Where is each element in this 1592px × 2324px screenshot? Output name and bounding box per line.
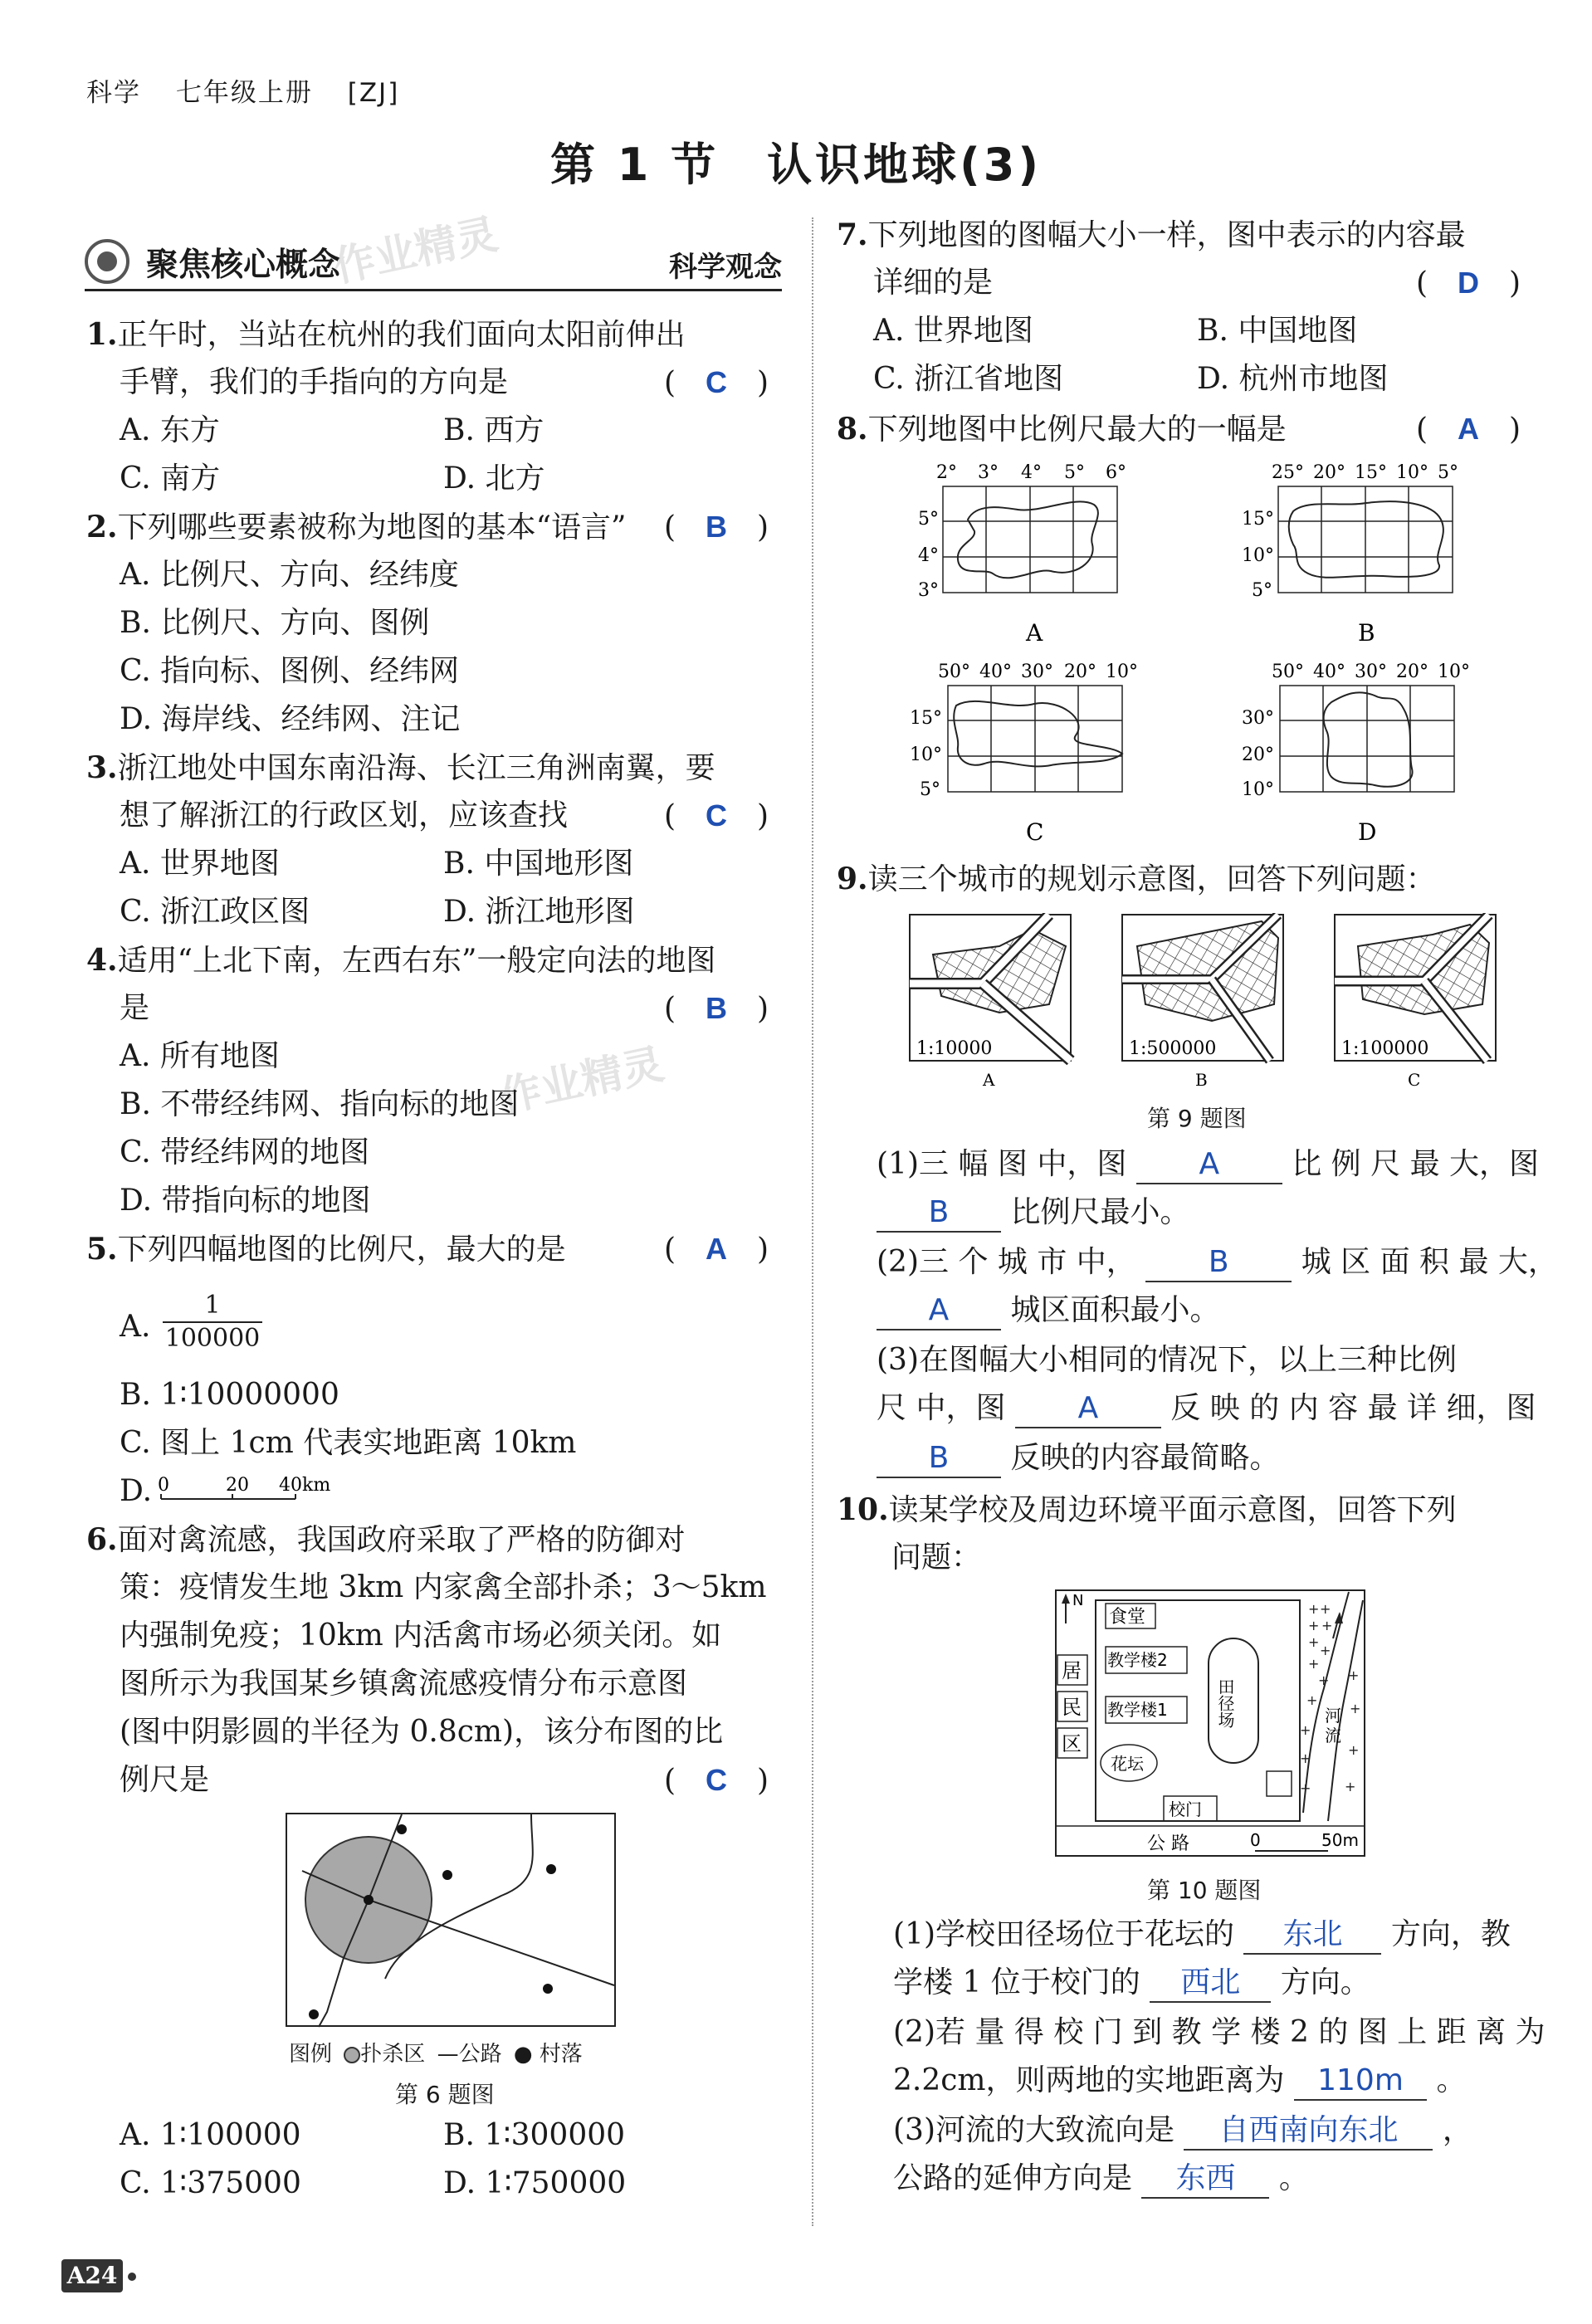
q6-option-c: C. 1∶375000 bbox=[120, 2166, 301, 2200]
q2-stem bbox=[86, 503, 626, 552]
q10-part3-line1 bbox=[893, 2107, 1472, 2155]
q1-option-a: A. 东方 bbox=[120, 413, 220, 447]
q5-scale-tick-20: 20 bbox=[226, 1475, 249, 1496]
q4-stem bbox=[86, 936, 715, 985]
q10-part2-line2 bbox=[893, 2057, 1466, 2105]
q1-number: 1. bbox=[86, 317, 118, 352]
q3-answer: C bbox=[706, 798, 728, 832]
q9-part3-line3 bbox=[877, 1434, 1279, 1482]
q10-north-label: N bbox=[1072, 1592, 1084, 1609]
q10-part1-text-c: 学楼 1 位于校门的 bbox=[893, 1965, 1140, 1999]
q10-part2-line1: (2)若 量 得 校 门 到 教 学 楼 2 的 图 上 距 离 为 bbox=[893, 2015, 1546, 2049]
q10-number: 10. bbox=[837, 1492, 889, 1527]
svg-text:+: + bbox=[1308, 1618, 1320, 1633]
q10-part1-line2 bbox=[893, 1959, 1370, 2007]
q8-map-d-lat: 30° bbox=[1242, 708, 1274, 729]
page-title: 第 1 节 认识地球(3) bbox=[549, 139, 1043, 191]
q8-map-b-lat: 5° bbox=[1252, 580, 1272, 601]
q8-map-d-lon: 40° bbox=[1313, 662, 1345, 682]
q10-road-label: 公 路 bbox=[1147, 1833, 1189, 1854]
q10-part1-text-a: (1)学校田径场位于花坛的 bbox=[893, 1917, 1234, 1951]
q5-fraction-numerator: 1 bbox=[163, 1290, 262, 1323]
q3-option-b: B. 中国地形图 bbox=[443, 847, 634, 881]
q7-answer-bracket: ( D ) bbox=[1416, 266, 1521, 300]
q5-fraction-denominator: 100000 bbox=[164, 1324, 261, 1353]
q10-answer-4: 自西南向东北 bbox=[1184, 2112, 1433, 2151]
q8-answer-bracket: ( A ) bbox=[1416, 412, 1521, 447]
svg-text:+: + bbox=[1308, 1634, 1320, 1650]
q6-option-a: A. 1∶100000 bbox=[120, 2118, 301, 2152]
svg-text:+: + bbox=[1350, 1701, 1361, 1716]
q4-option-d: D. 带指向标的地图 bbox=[120, 1184, 371, 1218]
q5-answer-bracket: ( A ) bbox=[664, 1232, 769, 1267]
q9-part2-text-c: 城区面积最小。 bbox=[1010, 1293, 1220, 1327]
q10-canteen: 食堂 bbox=[1109, 1607, 1146, 1628]
q8-map-a-lat: 5° bbox=[918, 509, 939, 530]
q10-answer-1: 东北 bbox=[1243, 1916, 1381, 1955]
q9-answer-1: A bbox=[1136, 1146, 1282, 1184]
q8-map-b bbox=[1242, 461, 1474, 652]
q9-label-c: C bbox=[1408, 1070, 1421, 1090]
q3-answer-bracket: ( C ) bbox=[664, 798, 769, 833]
q9-answer-3: B bbox=[1145, 1244, 1292, 1282]
q9-scale-a: 1:10000 bbox=[916, 1038, 993, 1059]
q9-part3-line1: (3)在图幅大小相同的情况下，以上三种比例 bbox=[877, 1343, 1457, 1377]
subject: 科学 bbox=[86, 78, 141, 108]
q7-option-b: B. 中国地图 bbox=[1197, 314, 1358, 348]
q9-label-a: A bbox=[983, 1070, 995, 1090]
q10-track: 田径场 bbox=[1215, 1678, 1235, 1728]
q9-plan-c bbox=[1335, 915, 1496, 1090]
q8-number: 8. bbox=[837, 412, 868, 447]
q7-option-d: D. 杭州市地图 bbox=[1197, 362, 1389, 396]
q9-part3-text-d: 反映的内容最简略。 bbox=[1010, 1441, 1280, 1475]
q9-part2-line2 bbox=[877, 1286, 1219, 1335]
q1-answer: C bbox=[706, 365, 728, 399]
q1-option-b: B. 西方 bbox=[443, 413, 545, 447]
q3-line1: 浙江地处中国东南沿海、长江三角洲南翼，要 bbox=[117, 751, 715, 785]
svg-text:+: + bbox=[1308, 1601, 1320, 1617]
q9-part3-text-c: 反 映 的 内 容 最 详 细，图 bbox=[1170, 1391, 1536, 1425]
q4-stem-2: 是 bbox=[120, 991, 150, 1025]
q9-part2-text-a: (2)三 个 城 市 中， bbox=[877, 1245, 1136, 1279]
q8-map-c-lon: 10° bbox=[1106, 662, 1138, 682]
q5-scale-tick-0: 0 bbox=[158, 1475, 169, 1496]
q6-village-dot bbox=[364, 1895, 374, 1905]
svg-text:+: + bbox=[1348, 1742, 1360, 1758]
q7-line1: 下列地图的图幅大小一样，图中表示的内容最 bbox=[867, 218, 1466, 252]
q4-line1: 适用“上北下南，左西右东”一般定向法的地图 bbox=[117, 944, 716, 978]
q10-part2-text-c: 。 bbox=[1436, 2063, 1467, 2097]
q6-stem-3: 内强制免疫；10km 内活禽市场必须关闭。如 bbox=[120, 1618, 722, 1653]
q8-map-d-lat: 10° bbox=[1242, 779, 1274, 800]
q6-village-dot bbox=[309, 2009, 319, 2019]
q6-caption: 第 6 题图 bbox=[395, 2081, 495, 2108]
q9-scale-b: 1:500000 bbox=[1129, 1038, 1217, 1059]
q6-answer: C bbox=[706, 1763, 728, 1797]
q8-map-a-lon: 4° bbox=[1021, 462, 1042, 483]
q4-answer: B bbox=[706, 991, 728, 1025]
q6-legend-road: —公路 bbox=[437, 2042, 502, 2067]
q8-map-a-lon: 6° bbox=[1106, 462, 1126, 483]
q8-map-b-lat: 10° bbox=[1242, 545, 1274, 566]
q9-part1-line2 bbox=[877, 1189, 1189, 1237]
q5-option-d-label: D. bbox=[120, 1474, 153, 1508]
q10-resident-char: 区 bbox=[1062, 1732, 1082, 1755]
q5-option-a-label: A. bbox=[120, 1310, 151, 1344]
q8-map-d-lon: 50° bbox=[1272, 662, 1304, 682]
q8-line1: 下列地图中比例尺最大的一幅是 bbox=[867, 413, 1287, 447]
column-divider bbox=[812, 217, 813, 2226]
q10-river-char: 流 bbox=[1325, 1726, 1341, 1745]
q9-part2-line1 bbox=[877, 1238, 1558, 1286]
q10-part3-line2 bbox=[893, 2155, 1309, 2203]
svg-text:+: + bbox=[1300, 1722, 1311, 1738]
q10-part3-text-a: (3)河流的大致流向是 bbox=[893, 2113, 1174, 2147]
q9-part1-line1 bbox=[877, 1140, 1539, 1189]
q5-stem bbox=[86, 1225, 566, 1274]
section-bullet-icon bbox=[85, 239, 129, 284]
q9-scale-c: 1:100000 bbox=[1341, 1038, 1429, 1059]
q10-resident-char: 民 bbox=[1062, 1696, 1082, 1719]
q6-village-dot bbox=[442, 1870, 452, 1880]
q6-option-d: D. 1∶750000 bbox=[443, 2166, 627, 2200]
q9-answer-4: A bbox=[877, 1292, 1001, 1330]
q8-stem bbox=[837, 405, 1287, 454]
q5-number: 5. bbox=[86, 1232, 118, 1267]
q9-city-plans bbox=[908, 913, 1506, 1091]
q8-map-b-lon: 10° bbox=[1396, 462, 1428, 483]
q3-option-d: D. 浙江地形图 bbox=[443, 895, 635, 929]
q6-stem-2: 策：疫情发生地 3km 内家禽全部扑杀；3～5km bbox=[120, 1570, 767, 1604]
q10-answer-5: 东西 bbox=[1141, 2160, 1269, 2199]
q10-garden: 花坛 bbox=[1111, 1754, 1144, 1774]
q6-stem bbox=[86, 1516, 686, 1565]
q8-map-d bbox=[1242, 661, 1474, 852]
q3-option-c: C. 浙江政区图 bbox=[120, 895, 310, 929]
q9-label-b: B bbox=[1195, 1070, 1208, 1090]
page-number-dot-icon bbox=[128, 2273, 136, 2281]
q1-option-d: D. 北方 bbox=[443, 461, 545, 496]
svg-text:+: + bbox=[1320, 1643, 1331, 1658]
q9-caption: 第 9 题图 bbox=[1147, 1105, 1247, 1132]
q8-map-a-lon: 5° bbox=[1064, 462, 1085, 483]
q8-map-d-label: D bbox=[1358, 818, 1377, 846]
q6-village-dot bbox=[546, 1864, 556, 1874]
q2-number: 2. bbox=[86, 510, 118, 544]
q10-building-1: 教学楼1 bbox=[1107, 1700, 1168, 1720]
q2-line1: 下列哪些要素被称为地图的基本“语言” bbox=[117, 510, 627, 544]
q9-answer-5: A bbox=[1015, 1390, 1161, 1428]
watermark: 作业精灵 bbox=[329, 209, 502, 292]
q8-map-a-lat: 3° bbox=[918, 580, 939, 601]
q6-stem-5: (图中阴影圆的半径为 0.8cm)，该分布图的比 bbox=[120, 1715, 724, 1749]
q6-line1: 面对禽流感，我国政府采取了严格的防御对 bbox=[117, 1523, 686, 1557]
q8-map-d-lon: 10° bbox=[1438, 662, 1470, 682]
q8-map-b-lon: 15° bbox=[1355, 462, 1387, 483]
q6-legend-title: 图例 bbox=[289, 2042, 333, 2067]
q5-option-c: C. 图上 1cm 代表实地距离 10km bbox=[120, 1426, 577, 1460]
q1-answer-bracket: ( C ) bbox=[664, 365, 769, 400]
q8-map-d-lat: 20° bbox=[1242, 745, 1274, 765]
q4-option-c: C. 带经纬网的地图 bbox=[120, 1135, 370, 1169]
q5-option-a-fraction bbox=[163, 1290, 262, 1355]
q2-answer-bracket: ( B ) bbox=[664, 510, 769, 544]
q8-map-c-lat: 10° bbox=[910, 745, 942, 765]
q10-stem-2: 问题： bbox=[891, 1540, 982, 1575]
q8-map-c-lat: 15° bbox=[910, 708, 942, 729]
q10-school-map bbox=[1054, 1589, 1368, 1863]
svg-text:+: + bbox=[1345, 1779, 1356, 1794]
page-number: A24 bbox=[61, 2259, 123, 2292]
q6-legend-zone: 扑杀区 bbox=[360, 2042, 426, 2067]
q10-gate: 校门 bbox=[1169, 1799, 1202, 1819]
q10-part2-text-b: 2.2cm，则两地的实地距离为 bbox=[893, 2063, 1285, 2097]
q9-line1: 读三个城市的规划示意图，回答下列问题： bbox=[867, 862, 1436, 896]
q5-scale-bar bbox=[156, 1474, 347, 1517]
q8-map-c-lon: 40° bbox=[979, 662, 1012, 682]
svg-text:+: + bbox=[1320, 1601, 1331, 1617]
watermark: 作业精灵 bbox=[495, 1039, 668, 1122]
q10-answer-3: 110m bbox=[1294, 2063, 1427, 2101]
q5-answer: A bbox=[706, 1232, 728, 1266]
q7-stem bbox=[837, 211, 1466, 260]
q8-map-c-label: C bbox=[1026, 818, 1044, 846]
q8-map-c bbox=[910, 661, 1142, 852]
q8-map-c-lon: 20° bbox=[1064, 662, 1096, 682]
svg-text:+: + bbox=[1306, 1692, 1318, 1708]
q10-part1-text-d: 方向。 bbox=[1280, 1965, 1370, 1999]
q7-stem-2: 详细的是 bbox=[873, 266, 994, 300]
q9-stem bbox=[837, 855, 1436, 904]
q6-number: 6. bbox=[86, 1522, 118, 1557]
q7-option-a: A. 世界地图 bbox=[873, 314, 1033, 348]
q9-answer-6: B bbox=[877, 1440, 1001, 1478]
q5-line1: 下列四幅地图的比例尺，最大的是 bbox=[117, 1233, 566, 1267]
q10-part1-text-b: 方向，教 bbox=[1390, 1917, 1511, 1951]
q4-option-a: A. 所有地图 bbox=[120, 1039, 280, 1073]
q4-number: 4. bbox=[86, 943, 118, 978]
q9-part1-text-c: 比例尺最小。 bbox=[1010, 1195, 1190, 1229]
q3-number: 3. bbox=[86, 750, 118, 785]
q9-plan-a bbox=[910, 915, 1071, 1090]
q8-map-d-lon: 20° bbox=[1396, 662, 1428, 682]
section-title: 聚焦核心概念 bbox=[146, 247, 341, 284]
q9-part3-line2 bbox=[877, 1384, 1536, 1433]
svg-text:+: + bbox=[1300, 1780, 1311, 1796]
q9-answer-2: B bbox=[877, 1194, 1001, 1233]
q10-resident-char: 居 bbox=[1062, 1659, 1082, 1682]
q10-building-2: 教学楼2 bbox=[1107, 1650, 1168, 1670]
q1-line1: 正午时，当站在杭州的我们面向太阳前伸出 bbox=[117, 318, 686, 352]
q9-part1-text-a: (1)三 幅 图 中，图 bbox=[877, 1147, 1127, 1181]
q1-stem-2: 手臂，我们的手指向的方向是 bbox=[120, 365, 509, 399]
q10-line1: 读某学校及周边环境平面示意图，回答下列 bbox=[888, 1493, 1457, 1527]
q8-map-c-lon: 30° bbox=[1021, 662, 1053, 682]
q10-answer-2: 西北 bbox=[1150, 1965, 1271, 2003]
q9-number: 9. bbox=[837, 862, 868, 896]
q10-part3-text-c: 公路的延伸方向是 bbox=[893, 2161, 1133, 2195]
q7-option-c: C. 浙江省地图 bbox=[873, 362, 1064, 396]
q4-answer-bracket: ( B ) bbox=[664, 991, 769, 1026]
q8-map-c-lat: 5° bbox=[920, 779, 940, 800]
q9-part2-text-b: 城 区 面 积 最 大， bbox=[1301, 1245, 1558, 1279]
q5-scale-tick-40: 40km bbox=[279, 1475, 331, 1496]
q10-part3-text-b: ， bbox=[1442, 2113, 1472, 2147]
edition: [ZJ] bbox=[347, 78, 400, 108]
q8-map-a-label: A bbox=[1026, 619, 1043, 647]
q10-stem bbox=[837, 1486, 1457, 1535]
q6-epidemic-map bbox=[286, 1813, 618, 2037]
q6-village-dot bbox=[397, 1824, 407, 1834]
q1-option-c: C. 南方 bbox=[120, 461, 221, 496]
q8-answer: A bbox=[1458, 412, 1480, 446]
page-header bbox=[86, 71, 424, 109]
svg-text:+: + bbox=[1321, 1618, 1333, 1633]
q10-part1-line1 bbox=[893, 1911, 1511, 1959]
svg-text:+: + bbox=[1300, 1750, 1311, 1766]
q8-map-b-lat: 15° bbox=[1242, 509, 1274, 530]
q6-legend-zone-icon bbox=[344, 2047, 360, 2063]
q7-number: 7. bbox=[837, 217, 868, 252]
q7-answer: D bbox=[1458, 266, 1480, 300]
q6-legend-village: ● 村落 bbox=[513, 2042, 583, 2067]
q8-map-a-lon: 2° bbox=[936, 462, 957, 483]
q9-part3-text-b: 尺 中，图 bbox=[877, 1391, 1006, 1425]
q4-option-b: B. 不带经纬网、指向标的地图 bbox=[120, 1087, 520, 1121]
q8-map-a-lat: 4° bbox=[918, 545, 939, 566]
q8-map-c-lon: 50° bbox=[938, 662, 970, 682]
q10-caption: 第 10 题图 bbox=[1147, 1877, 1262, 1904]
svg-text:+: + bbox=[1308, 1656, 1320, 1672]
q6-stem-4: 图所示为我国某乡镇禽流感疫情分布示意图 bbox=[120, 1667, 688, 1701]
q1-stem bbox=[86, 310, 686, 359]
q8-map-b-lon: 25° bbox=[1272, 462, 1304, 483]
q3-option-a: A. 世界地图 bbox=[120, 847, 280, 881]
q2-option-d: D. 海岸线、经纬网、注记 bbox=[120, 702, 461, 736]
q10-scale-0: 0 bbox=[1250, 1830, 1261, 1850]
q8-map-a-lon: 3° bbox=[978, 462, 999, 483]
q8-map-b-lon: 20° bbox=[1313, 462, 1345, 483]
grade: 七年级上册 bbox=[175, 78, 313, 108]
q6-answer-bracket: ( C ) bbox=[664, 1763, 769, 1798]
svg-text:+: + bbox=[1348, 1667, 1360, 1683]
q9-plan-b bbox=[1122, 915, 1283, 1090]
q8-map-b-label: B bbox=[1358, 619, 1375, 647]
q2-answer: B bbox=[706, 510, 728, 544]
svg-text:+: + bbox=[1318, 1672, 1330, 1688]
q8-map-a bbox=[910, 461, 1142, 652]
q5-option-b: B. 1∶10000000 bbox=[120, 1378, 339, 1412]
section-tag: 科学观念 bbox=[669, 251, 782, 284]
q10-river-char: 河 bbox=[1325, 1706, 1341, 1726]
q10-part3-text-d: 。 bbox=[1278, 2161, 1309, 2195]
q6-stem-6: 例尺是 bbox=[120, 1763, 210, 1797]
q3-stem bbox=[86, 744, 715, 793]
q8-map-d-lon: 30° bbox=[1355, 662, 1387, 682]
q3-stem-2: 想了解浙江的行政区划，应该查找 bbox=[120, 798, 569, 832]
q10-scale-50m: 50m bbox=[1321, 1830, 1359, 1850]
q2-option-b: B. 比例尺、方向、图例 bbox=[120, 606, 430, 640]
q2-option-a: A. 比例尺、方向、经纬度 bbox=[120, 558, 459, 592]
q2-option-c: C. 指向标、图例、经纬网 bbox=[120, 654, 460, 688]
q9-part1-text-b: 比 例 尺 最 大，图 bbox=[1292, 1147, 1540, 1181]
q6-legend bbox=[289, 2037, 583, 2068]
q6-option-b: B. 1∶300000 bbox=[443, 2118, 626, 2152]
q8-map-b-lon: 5° bbox=[1438, 462, 1458, 483]
q6-village-dot bbox=[543, 1984, 553, 1994]
